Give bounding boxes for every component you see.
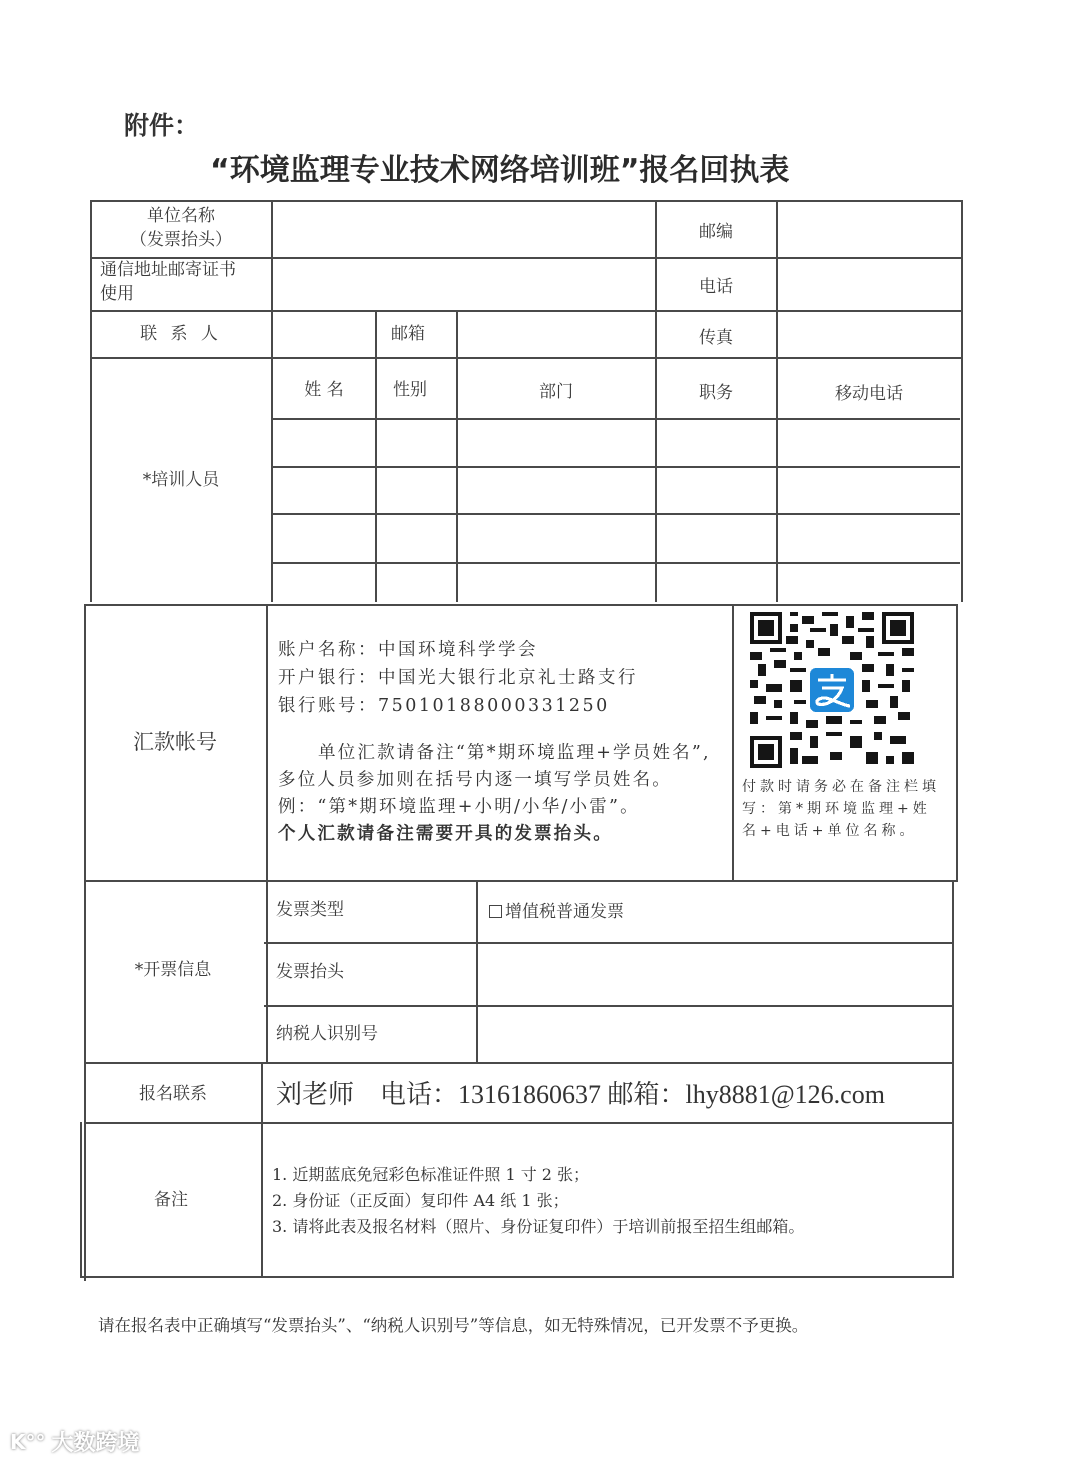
postcode-label: 邮编 [699,222,733,242]
contact-person-label: 联 系 人 [140,324,222,344]
remark-item: 1. 近期蓝底免冠彩色标准证件照 1 寸 2 张； [272,1165,590,1184]
phone-field[interactable] [778,260,960,309]
kpp-logo-icon: K°° [10,1429,46,1454]
trainees-section-label: *培训人员 [142,470,220,490]
unit-name-field[interactable] [274,203,654,255]
fax-label: 传真 [699,328,733,348]
tax-id-label: 纳税人识别号 [276,1024,378,1044]
address-label: 通信地址邮寄证书 使用 [100,260,236,304]
remark-item: 3. 请将此表及报名材料（照片、身份证复印件）于培训前报至招生组邮箱。 [272,1217,805,1236]
watermark: K°° 大数跨境 [10,1429,140,1456]
invoice-section-label: *开票信息 [134,960,212,980]
email-field[interactable] [459,313,654,356]
postcode-field[interactable] [778,203,960,255]
tax-id-field[interactable] [479,1008,951,1061]
account-name: 账户名称：中国环境科学学会 [278,640,538,660]
column-header-name: 姓 名 [304,380,344,400]
remarks-list [272,1162,804,1240]
column-header-position: 职务 [699,383,733,403]
trainee-row-4[interactable] [274,564,960,602]
fax-field[interactable] [778,313,960,356]
bank-name: 开户银行：中国光大银行北京礼士路支行 [278,668,638,688]
column-header-gender: 性别 [393,380,427,400]
attachment-label: 附件： [124,111,200,140]
account-number: 银行账号：75010188000331250 [278,696,610,716]
alipay-qr-code-icon [750,612,914,768]
remittance-note-bold: 个人汇款请备注需要开具的发票抬头。 [278,824,613,844]
registration-contact-value: 刘老师 电话：13161860637 邮箱：lhy8881@126.com [276,1080,885,1109]
qr-caption: 付款时请务必在备注栏填写：第*期环境监理+姓名+电话+单位名称。 [742,779,940,839]
trainee-row-1[interactable] [274,420,960,465]
column-header-department: 部门 [539,382,573,402]
trainee-row-2[interactable] [274,468,960,512]
remarks-label: 备注 [154,1190,188,1210]
column-header-mobile: 移动电话 [835,384,903,404]
contact-person-field[interactable] [274,313,374,356]
unit-name-label: 单位名称 （发票抬头） [130,206,232,250]
page-title: “环境监理专业技术网络培训班”报名回执表 [210,153,790,188]
address-field[interactable] [274,260,654,309]
email-label: 邮箱 [391,324,425,344]
phone-label: 电话 [699,277,733,297]
invoice-title-label: 发票抬头 [276,962,344,982]
remittance-section-label: 汇款帐号 [133,730,217,754]
trainee-row-3[interactable] [274,515,960,561]
footer-note: 请在报名表中正确填写“发票抬头”、“纳税人识别号”等信息，如无特殊情况，已开发票不予更换。 [98,1316,809,1335]
registration-contact-label: 报名联系 [139,1084,207,1104]
invoice-type-option[interactable]: 增值税普通发票 [489,900,624,924]
remark-item: 2. 身份证（正反面）复印件 A4 纸 1 张； [272,1191,569,1210]
remittance-note: 单位汇款请备注“第*期环境监理+学员姓名”,多位人员参加则在括号内逐一填写学员姓名。例：“第*期环境监理+小明/小华/小雷”。 个人汇款请备注需要开具的发票抬头。 [278,743,711,844]
bank-info [278,636,638,720]
invoice-type-label: 发票类型 [276,900,344,920]
invoice-type-checkbox[interactable] [489,905,502,918]
invoice-title-field[interactable] [479,945,951,1003]
